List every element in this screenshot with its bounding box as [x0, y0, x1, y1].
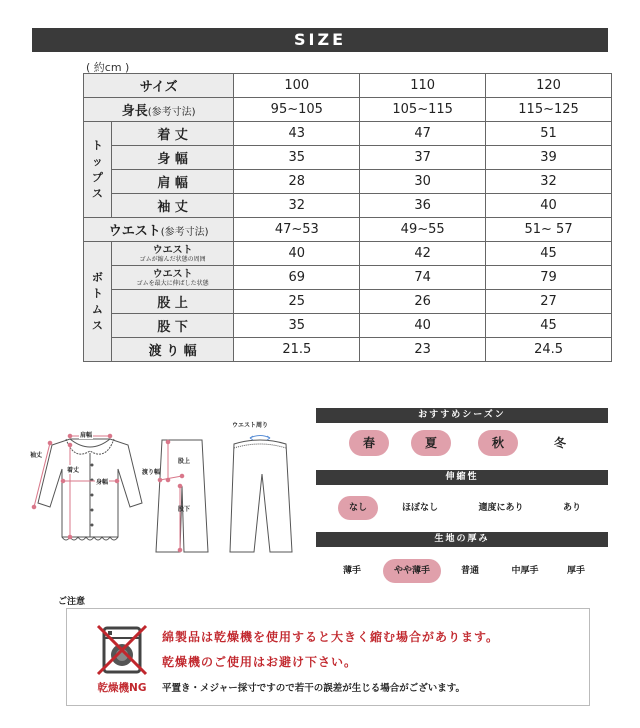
row-label: 股 下 [111, 314, 234, 338]
table-row-height [84, 98, 612, 122]
season-bar: おすすめシーズン [316, 408, 608, 423]
pants-waist-diagram [222, 428, 302, 560]
table-cell: 28 [234, 170, 360, 194]
row-label [111, 266, 234, 290]
top-garment-diagram [30, 425, 150, 550]
no-dryer-icon [94, 622, 150, 678]
thickness-bar: 生地の厚み [316, 532, 608, 547]
tops-group-char: ス [91, 186, 103, 200]
waist-label: ウエスト [108, 224, 161, 239]
row-label: 渡 り 幅 [111, 338, 234, 362]
bottoms-group-char: ム [91, 302, 103, 316]
thickness-option-slightly-thin: やや薄手 [383, 559, 441, 583]
table-row-bottoms-waist-stretched [84, 266, 612, 290]
table-cell: 32 [486, 170, 612, 194]
table-cell: 40 [486, 194, 612, 218]
diagram-label-chest: 身幅 [96, 479, 109, 486]
row-label-height [84, 98, 234, 122]
table-cell: 23 [360, 338, 486, 362]
row-label-main: ウエスト [152, 268, 193, 280]
pants-flat-diagram [140, 436, 220, 556]
table-cell: 42 [360, 242, 486, 266]
table-cell: 40 [360, 314, 486, 338]
size-banner: SIZE [32, 28, 608, 52]
diagram-label-thigh: 渡り幅 [142, 469, 161, 476]
table-cell: 49~55 [360, 218, 486, 242]
table-row-bottoms-thigh [84, 338, 612, 362]
table-cell: 45 [486, 242, 612, 266]
season-option-spring: 春 [349, 430, 389, 456]
table-cell: 40 [234, 242, 360, 266]
table-row-bottoms-rise [84, 290, 612, 314]
row-label: 袖 丈 [111, 194, 234, 218]
thickness-option-normal: 普通 [460, 566, 479, 576]
season-option-autumn: 秋 [478, 430, 518, 456]
stretch-option-almost-none: ほぼなし [401, 503, 438, 513]
height-note: (参考寸法) [147, 107, 196, 118]
diagram-label-shoulder: 肩幅 [80, 432, 93, 439]
table-cell: 69 [234, 266, 360, 290]
tops-group-char: ト [91, 138, 103, 152]
table-row-tops-width [84, 146, 612, 170]
table-cell: 26 [360, 290, 486, 314]
header-size-label: サイズ [84, 74, 234, 98]
row-label-main: ウエスト [152, 244, 193, 256]
header-size-120: 120 [486, 74, 612, 98]
table-row-bottoms-inseam [84, 314, 612, 338]
caution-line-2: 乾燥機のご使用はお避け下さい。 [162, 655, 358, 669]
dryer-ng-label: 乾燥機NG [97, 682, 147, 694]
table-cell: 36 [360, 194, 486, 218]
row-label: 肩 幅 [111, 170, 234, 194]
diagram-label-sleeve: 袖丈 [30, 452, 43, 459]
stretch-option-none: なし [338, 496, 378, 520]
tops-group-char: プ [91, 170, 103, 184]
table-cell: 51 [486, 122, 612, 146]
row-label-note: ゴムが縮んだ状態の周囲 [139, 255, 206, 263]
row-label: 着 丈 [111, 122, 234, 146]
caution-title: ご注意 [58, 597, 86, 607]
tops-group-char: ッ [91, 154, 103, 168]
unit-note: ( 約cm ) [86, 61, 130, 74]
thickness-option-medium-thick: 中厚手 [511, 566, 539, 576]
thickness-option-thin: 薄手 [342, 566, 361, 576]
diagram-label-rise: 股上 [178, 458, 191, 465]
table-cell: 47 [360, 122, 486, 146]
table-cell: 95~105 [234, 98, 360, 122]
row-label: 股 上 [111, 290, 234, 314]
table-cell: 51~ 57 [486, 218, 612, 242]
diagram-label-inseam: 股下 [178, 506, 191, 513]
season-option-winter: 冬 [553, 436, 566, 450]
bottoms-group-label [84, 242, 112, 362]
table-cell: 35 [234, 146, 360, 170]
table-cell: 74 [360, 266, 486, 290]
table-cell: 21.5 [234, 338, 360, 362]
diagram-label-length: 着丈 [67, 467, 80, 474]
table-cell: 105~115 [360, 98, 486, 122]
table-row-tops-length [84, 122, 612, 146]
table-row-tops-shoulder [84, 170, 612, 194]
stretch-option-moderate: 適度にあり [478, 503, 524, 513]
table-cell: 115~125 [486, 98, 612, 122]
table-header-row [84, 74, 612, 98]
stretch-option-yes: あり [562, 503, 581, 513]
height-label: 身長 [121, 104, 148, 119]
row-label: 身 幅 [111, 146, 234, 170]
table-cell: 30 [360, 170, 486, 194]
bottoms-group-char: ス [91, 318, 103, 332]
caution-line-1: 綿製品は乾燥機を使用すると大きく縮む場合があります。 [162, 630, 500, 644]
table-cell: 47~53 [234, 218, 360, 242]
thickness-option-thick: 厚手 [566, 566, 585, 576]
caution-line-3: 平置き・メジャー採寸ですので若干の誤差が生じる場合がございます。 [162, 683, 466, 694]
row-label [111, 242, 234, 266]
stretch-bar: 伸縮性 [316, 470, 608, 485]
table-cell: 79 [486, 266, 612, 290]
table-cell: 37 [360, 146, 486, 170]
header-size-100: 100 [234, 74, 360, 98]
table-row-waist [84, 218, 612, 242]
size-table [83, 73, 612, 362]
row-label-waist [84, 218, 234, 242]
table-cell: 32 [234, 194, 360, 218]
tops-group-label [84, 122, 112, 218]
diagram-label-waist-around: ウエスト周り [232, 422, 269, 429]
header-size-110: 110 [360, 74, 486, 98]
bottoms-group-char: ボ [91, 270, 103, 284]
table-row-tops-sleeve [84, 194, 612, 218]
table-cell: 35 [234, 314, 360, 338]
table-cell: 39 [486, 146, 612, 170]
table-cell: 25 [234, 290, 360, 314]
table-cell: 27 [486, 290, 612, 314]
table-cell: 43 [234, 122, 360, 146]
row-label-note: ゴムを最大に伸ばした状態 [136, 279, 209, 287]
season-option-summer: 夏 [411, 430, 451, 456]
table-cell: 45 [486, 314, 612, 338]
table-cell: 24.5 [486, 338, 612, 362]
table-row-bottoms-waist-relaxed [84, 242, 612, 266]
bottoms-group-char: ト [91, 286, 103, 300]
waist-note: (参考寸法) [160, 227, 209, 238]
